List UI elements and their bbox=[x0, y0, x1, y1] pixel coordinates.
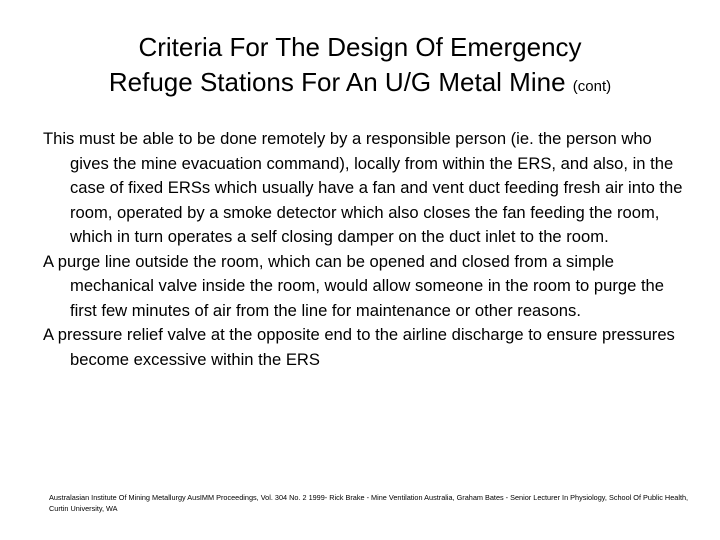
slide-title bbox=[20, 30, 700, 104]
title-line-1: Criteria For The Design Of Emergency bbox=[138, 32, 582, 62]
title-line-2-text: Refuge Stations For An U/G Metal Mine bbox=[108, 67, 566, 97]
title-line-2 bbox=[20, 65, 700, 104]
paragraph-purge-line: A purge line outside the room, which can be opened and closed from a simple mechanical valve inside the room, would allow someone in the room to purge the first few minutes of air from the line for maintenance or other reasons. bbox=[43, 251, 665, 320]
title-cont-suffix: (cont) bbox=[572, 78, 612, 95]
paragraph-remote-operation: This must be able to be done remotely by a responsible person (ie. the person who gives the mine evacuation command), locally from within the ERS, and also, in the case of fixed ERSs which usually have a fan and vent duct feeding fresh air into the room, operated by a smoke detector which also closes the fan feeding the room, which in turn operates a self closing damper on the duct inlet to the room. bbox=[43, 129, 683, 246]
slide-body bbox=[43, 127, 693, 372]
citation-footer: Australasian Institute Of Mining Metallurgy AusIMM Proceedings, Vol. 304 No. 2 1999- Rick Brake - Mine Ventilation Australia, Graham Bates - Senior Lecturer In Physiology, School Of Public Health, Curtin University, WA bbox=[49, 493, 689, 513]
paragraph-pressure-relief: A pressure relief valve at the opposite end to the airline discharge to ensure pressures become excessive within the ERS bbox=[43, 325, 675, 369]
